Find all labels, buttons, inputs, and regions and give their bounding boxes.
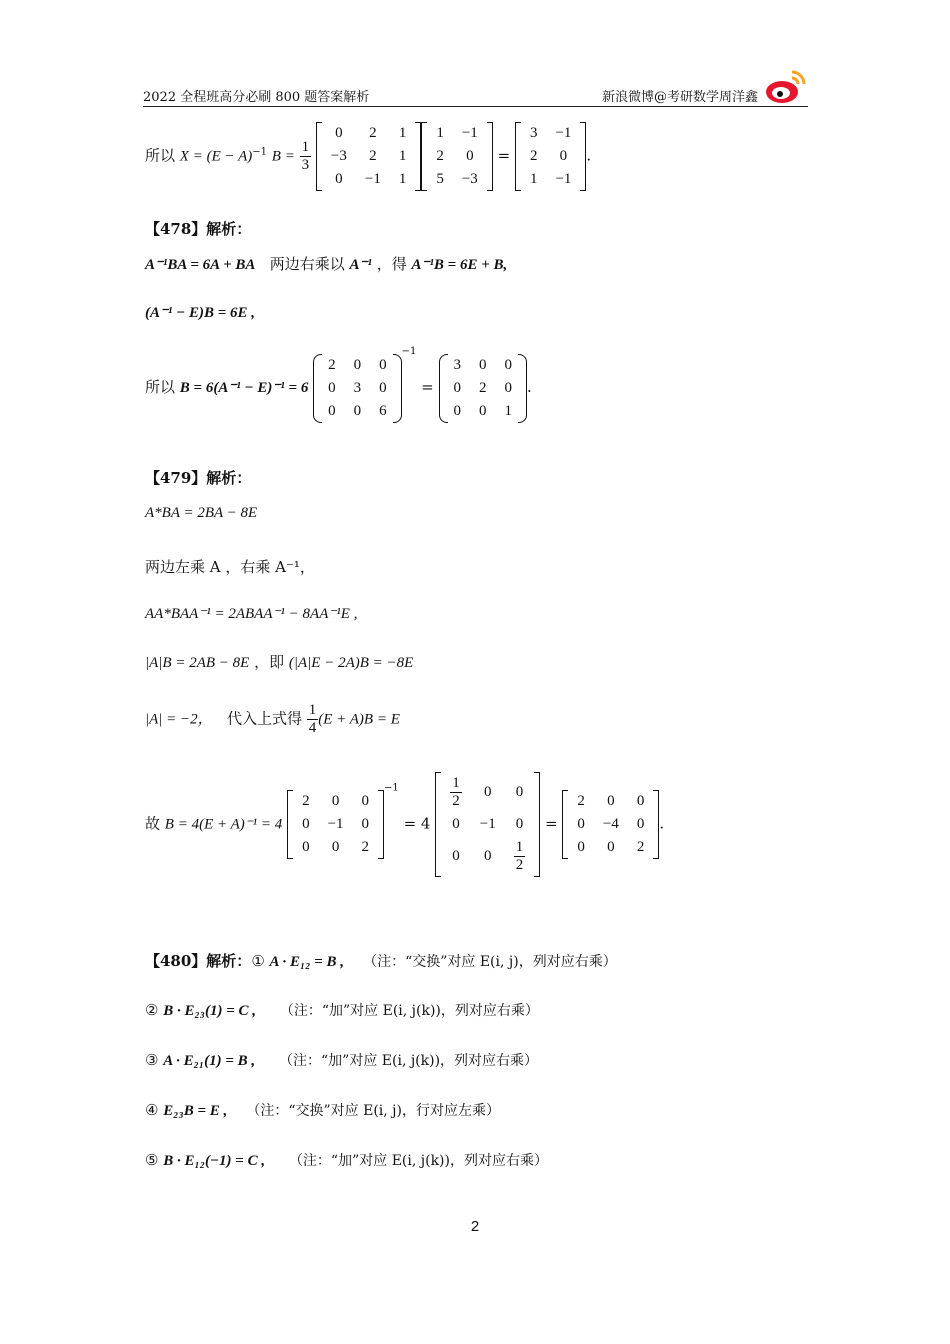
matrix-cell: 1 [436, 125, 444, 141]
matrix-cell: −1 [364, 171, 381, 187]
item-mark: ② [145, 1001, 159, 1019]
p477-b: B = [271, 148, 295, 165]
matrix-cell: 2 [328, 356, 336, 373]
p477-lhs: X = (E − A) [179, 148, 253, 165]
matrix-cell: 0 [302, 839, 310, 855]
p478-text2: ，得 [376, 255, 407, 273]
m2-r1c1-den: 2 [452, 793, 460, 809]
matrix-cell: −3 [461, 171, 478, 187]
p478-eq2: (A⁻¹ − E)B = 6E , [145, 305, 256, 321]
matrix-cell: 5 [436, 171, 444, 187]
p478-eq3: B = 6(A⁻¹ − E)⁻¹ = 6 [179, 380, 309, 396]
matrix-cell: 0 [607, 793, 615, 809]
matrix-cell: 3 [529, 125, 538, 141]
p477-end: . [586, 146, 592, 165]
page-number: 2 [470, 1218, 480, 1235]
p479-line4 [145, 651, 413, 672]
header-title: 2022 全程班高分必刷 800 题答案解析 [143, 90, 370, 105]
item-note: （注：“加”对应 E(i, j(k))，列对应右乘） [279, 1003, 539, 1019]
p479-eq: = [545, 814, 558, 833]
p478-text1: 两边右乘以 [269, 255, 345, 273]
matrix-cell: 1 [398, 125, 407, 141]
matrix-cell: 0 [577, 839, 585, 855]
matrix-cell: 2 [577, 793, 585, 809]
p479-text5: 代入上式得 [226, 709, 302, 728]
matrix-cell: 0 [302, 816, 310, 832]
matrix-cell: 0 [335, 171, 343, 187]
p478-matrix-2 [439, 354, 528, 423]
matrix-cell: 0 [466, 148, 474, 164]
matrix-cell: 0 [559, 148, 568, 164]
matrix-cell: −1 [555, 171, 572, 187]
item-eq: A · E₂₁(1) = B , [163, 1053, 256, 1069]
p478-title: 【478】解析： [145, 220, 252, 238]
p478-inv: −1 [401, 346, 417, 357]
p477-line [145, 122, 591, 191]
matrix-cell: 0 [607, 839, 615, 855]
matrix-cell: 2 [369, 125, 377, 141]
weibo-logo-icon [764, 66, 808, 106]
p478-prefix: 所以 [145, 378, 176, 396]
p479-eq5c: (E + A)B = E [318, 711, 400, 728]
item-eq: E₂₃B = E , [163, 1103, 228, 1119]
matrix-cell: 1 [504, 402, 512, 419]
m2-r3c3-den: 2 [515, 857, 524, 873]
p477-inv: −1 [252, 146, 267, 158]
p478-eq: = [421, 378, 434, 396]
p479-eq4c: (|A|E − 2A)B = −8E [288, 655, 414, 671]
p478-matrix-1 [313, 354, 402, 423]
p478-eq1: A⁻¹BA = 6A + BA [145, 257, 256, 273]
p479-line5 [145, 702, 400, 737]
p477-matrix-1 [316, 122, 421, 191]
matrix-cell: 0 [379, 379, 387, 396]
item-mark: ① [251, 952, 265, 970]
matrix-cell: 0 [636, 816, 645, 832]
item-note: （注：“交换”对应 E(i, j)，行对应左乘） [246, 1103, 500, 1119]
p477-eq: = [497, 146, 511, 165]
item-note: （注：“交换”对应 E(i, j)，列对应右乘） [363, 954, 617, 970]
p479-inv: −1 [384, 782, 399, 794]
p480-item-4 [145, 1100, 500, 1120]
matrix-cell: 2 [636, 839, 645, 855]
p479-line6 [145, 772, 664, 877]
p480-item-1 [145, 950, 617, 971]
p479-eq6: B = 4(E + A)⁻¹ = 4 [164, 816, 283, 833]
p479-matrix-1 [287, 790, 384, 859]
p478-ainv: A⁻¹ [349, 257, 372, 273]
m2-r1c1-num: 1 [452, 775, 460, 791]
p480-title: 【480】解析： [145, 952, 252, 970]
item-eq: B · E₂₃(1) = C , [163, 1003, 256, 1019]
item-mark: ④ [145, 1101, 159, 1119]
p479-eq4: = 4 [403, 814, 431, 833]
matrix-cell: 0 [353, 402, 362, 419]
p478-line3 [145, 346, 532, 423]
p477-prefix: 所以 [145, 146, 176, 165]
matrix-cell: 2 [369, 148, 377, 164]
matrix-cell: −1 [555, 125, 572, 141]
matrix-cell: 0 [504, 379, 512, 396]
matrix-cell: 0 [331, 793, 340, 809]
matrix-cell: 0 [361, 793, 370, 809]
matrix-cell: 1 [398, 148, 407, 164]
p479-prefix: 故 [145, 814, 161, 833]
matrix-cell: 2 [529, 148, 538, 164]
matrix-cell: 0 [353, 356, 362, 373]
p480-item-2 [145, 1000, 539, 1020]
matrix-cell: −4 [602, 816, 619, 832]
matrix-cell: −1 [461, 125, 478, 141]
p477-frac: $\frac{1}{3}$ [301, 139, 310, 173]
p478-line1 [145, 253, 507, 274]
p479-title: 【479】解析： [145, 469, 252, 487]
matrix-cell: 0 [636, 793, 645, 809]
item-note: （注：“加”对应 E(i, j(k))，列对应右乘） [279, 1053, 539, 1069]
p479-line2: 两边左乘 A ，右乘 A⁻¹， [145, 558, 315, 576]
item-mark: ③ [145, 1051, 159, 1069]
matrix-cell: 2 [302, 793, 310, 809]
p480-item-3 [145, 1050, 538, 1070]
matrix-cell: 0 [453, 379, 461, 396]
page-header [143, 84, 808, 107]
matrix-cell: 0 [504, 356, 512, 373]
matrix-cell: 0 [331, 839, 340, 855]
matrix-cell: −3 [330, 148, 347, 164]
matrix-cell: 2 [436, 148, 444, 164]
p478-end: . [527, 378, 532, 396]
item-eq: A · E₁₂ = B , [269, 954, 344, 970]
matrix-cell: 0 [361, 816, 370, 832]
p479-eq4a: |A|B = 2AB − 8E [145, 655, 250, 671]
matrix-cell: 0 [577, 816, 585, 832]
item-mark: ⑤ [145, 1151, 159, 1169]
p479-frac: $\frac{1}{4}$ [308, 702, 317, 736]
item-note: （注：“加”对应 E(i, j(k))，列对应右乘） [288, 1153, 548, 1169]
item-eq: B · E₁₂(−1) = C , [163, 1153, 266, 1169]
matrix-cell: 1 [529, 171, 538, 187]
matrix-cell: 0 [328, 402, 336, 419]
p477-matrix-2 [421, 122, 492, 191]
p479-line3: AA*BAA⁻¹ = 2ABAA⁻¹ − 8AA⁻¹E , [145, 606, 358, 622]
matrix-cell: 1 [398, 171, 407, 187]
matrix-cell: 0 [479, 402, 487, 419]
p479-line1: A*BA = 2BA − 8E [145, 505, 258, 521]
matrix-cell: −1 [327, 816, 344, 832]
p479-end: . [659, 814, 665, 833]
matrix-cell: 0 [379, 356, 387, 373]
p477-matrix-3 [515, 122, 586, 191]
m2-r3c3-num: 1 [515, 839, 524, 855]
matrix-cell: 3 [453, 356, 461, 373]
matrix-cell: 0 [479, 356, 487, 373]
matrix-cell: 3 [353, 379, 362, 396]
matrix-cell: 2 [479, 379, 487, 396]
matrix-cell: 0 [335, 125, 343, 141]
p479-matrix-2: $\frac{1}{2}$ 0 0 0 −1 0 0 0 $\frac{1}{2}$ [435, 772, 540, 877]
matrix-cell: 6 [379, 402, 387, 419]
header-author: 新浪微博@考研数学周洋鑫 [601, 90, 758, 105]
matrix-cell: 0 [328, 379, 336, 396]
matrix-cell: 0 [453, 402, 461, 419]
p480-item-5 [145, 1150, 548, 1170]
matrix-cell: 2 [361, 839, 370, 855]
p479-eq5a: |A| = −2， [145, 711, 213, 728]
p479-text4: ，即 [254, 653, 285, 671]
p478-res: A⁻¹B = 6E + B, [411, 257, 508, 273]
p479-matrix-3 [562, 790, 659, 859]
p478-line2 [145, 303, 255, 322]
